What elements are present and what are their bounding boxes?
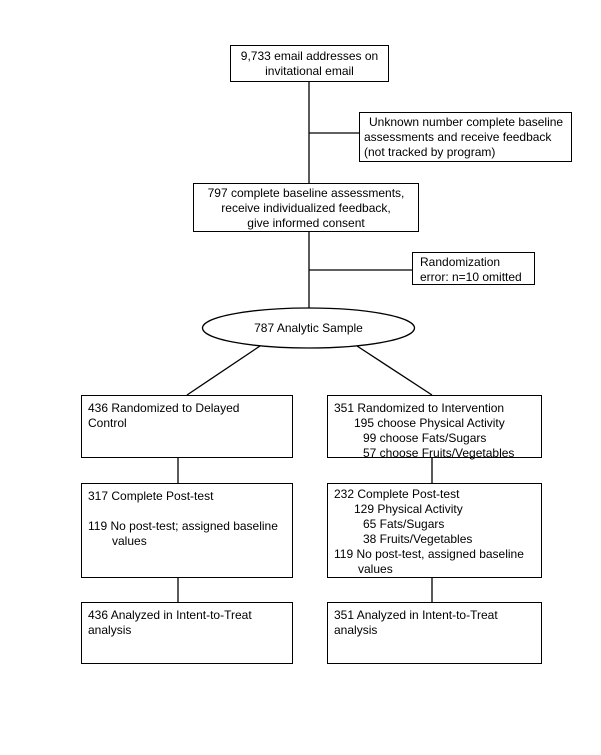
text-line: 38 Fruits/Vegetables (363, 532, 473, 546)
text-line: Randomization (420, 255, 501, 269)
text-line (82, 504, 292, 519)
delayed-control-box (81, 395, 293, 458)
text-line: invitational email (265, 64, 354, 78)
text-line: 351 Analyzed in Intent-to-Treat (334, 608, 498, 622)
intervention-itt-box (327, 602, 542, 664)
text-line: 351 Randomized to Intervention (334, 401, 505, 415)
text-line: 119 No post-test; assigned baseline (88, 519, 278, 533)
control-posttest-box (81, 483, 293, 578)
text-line: 129 Physical Activity (354, 502, 463, 516)
connector-ellipse-to-intervention (357, 346, 432, 395)
text-line: 195 choose Physical Activity (354, 416, 505, 430)
text-line: give informed consent (247, 216, 365, 230)
text-line: 436 Analyzed in Intent-to-Treat (88, 608, 252, 622)
text-line: receive individualized feedback, (221, 201, 391, 215)
text-line: values (112, 534, 147, 548)
text-line: Control (88, 416, 127, 430)
text-line: (not tracked by program) (364, 145, 496, 159)
control-itt-box (81, 602, 293, 664)
invitation-box (230, 45, 389, 82)
text-line: analysis (334, 623, 378, 637)
text-line: 57 choose Fruits/Vegetables (363, 446, 515, 460)
intervention-box (327, 395, 542, 458)
baseline-box (193, 183, 419, 232)
text-line: 436 Randomized to Delayed (88, 401, 240, 415)
text-line: 99 choose Fats/Sugars (363, 431, 487, 445)
text-line: 232 Complete Post-test (334, 487, 460, 501)
not-tracked-box (359, 112, 572, 162)
text-line: assessments and receive feedback (364, 130, 552, 144)
text-line: values (358, 562, 393, 576)
text-line: 797 complete baseline assessments, (207, 186, 405, 200)
text-line: 119 No post-test, assigned baseline (334, 547, 524, 561)
text-line: Unknown number complete baseline (369, 115, 564, 129)
connector-ellipse-to-control (187, 346, 260, 395)
text-line: 65 Fats/Sugars (363, 517, 445, 531)
analytic-sample-label: 787 Analytic Sample (254, 321, 363, 335)
text-line: error: n=10 omitted (420, 270, 522, 284)
text-line: analysis (88, 623, 132, 637)
intervention-posttest-box (327, 483, 542, 578)
randomization-error-box (412, 252, 535, 285)
text-line: 9,733 email addresses on (240, 49, 379, 63)
text-line: 317 Complete Post-test (88, 489, 214, 503)
